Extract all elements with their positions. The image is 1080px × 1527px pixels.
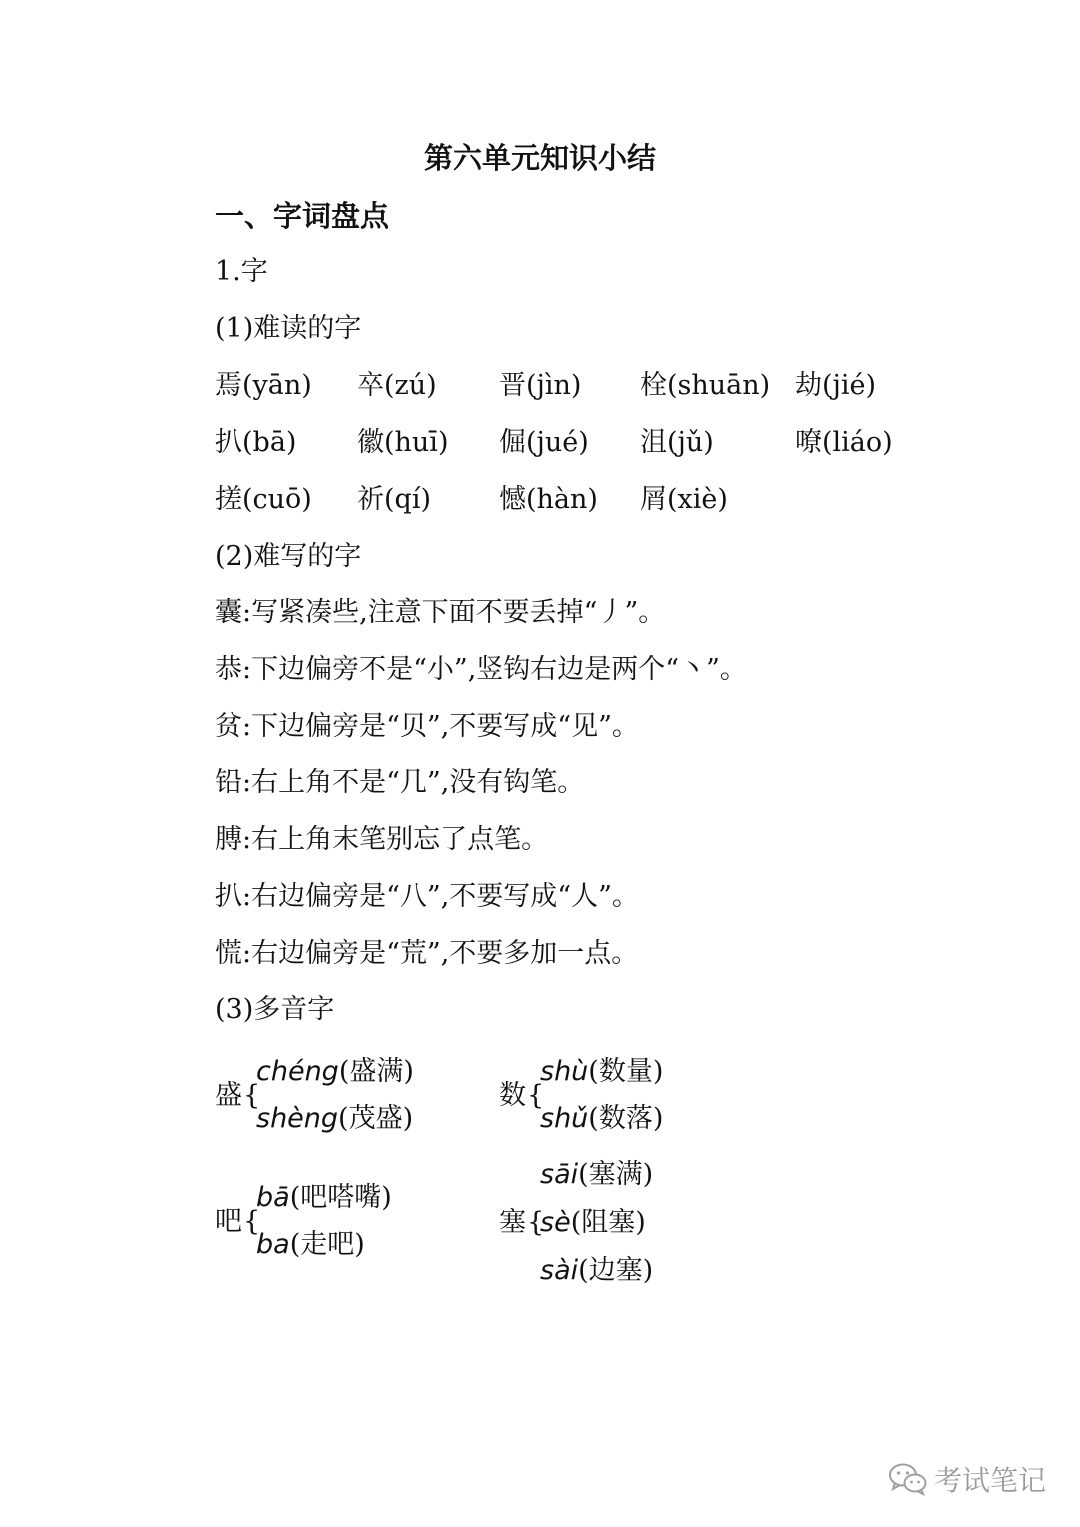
example-word: (茂盛)	[338, 1103, 414, 1134]
pinyin: sài	[540, 1255, 579, 1286]
pinyin: ba	[256, 1229, 290, 1260]
pinyin: sāi	[540, 1159, 579, 1190]
hard-to-read-row	[215, 480, 975, 520]
polyphone-group-sheng	[215, 1052, 475, 1152]
writing-note: 恭:下边偏旁不是“小”,竖钩右边是两个“丶”。	[215, 654, 747, 685]
writing-note: 慌:右边偏旁是“荒”,不要多加一点。	[215, 938, 639, 969]
writing-note: 囊:写紧凑些,注意下面不要丢掉“丿”。	[215, 597, 666, 628]
polyphone-reading	[256, 1099, 413, 1139]
polyphone-reading	[256, 1052, 414, 1092]
pinyin: bā	[256, 1182, 290, 1213]
pinyin: shèng	[256, 1103, 339, 1134]
char-reading: 屑(xiè)	[640, 484, 728, 515]
char-reading: 倔(jué)	[499, 427, 589, 458]
polyphone-char: 盛	[215, 1080, 242, 1111]
char-reading: 劫(jié)	[795, 370, 877, 401]
char-reading: 焉(yān)	[215, 370, 312, 401]
pinyin: shù	[540, 1056, 589, 1087]
brace: {	[527, 1080, 545, 1111]
polyphone-group-ba	[215, 1178, 475, 1278]
subsection-hard-to-write: (2)难写的字	[215, 541, 362, 572]
writing-note: 铅:右上角不是“几”,没有钩笔。	[215, 767, 585, 798]
polyphone-reading	[540, 1251, 653, 1291]
brace: {	[243, 1080, 261, 1111]
watermark-text: 考试笔记	[933, 1464, 1046, 1497]
example-word: (边塞)	[578, 1255, 654, 1286]
polyphone-char: 数	[499, 1080, 526, 1111]
hard-to-read-row	[215, 366, 975, 406]
polyphone-reading	[256, 1225, 365, 1265]
wechat-icon	[888, 1462, 928, 1496]
char-reading: 祈(qí)	[357, 484, 431, 515]
polyphone-reading	[540, 1203, 646, 1243]
char-reading: 憾(hàn)	[499, 484, 598, 515]
polyphone-reading	[256, 1178, 392, 1218]
char-reading: 沮(jǔ)	[640, 427, 714, 458]
brace: {	[243, 1206, 261, 1237]
polyphone-reading	[540, 1155, 653, 1195]
example-word: (塞满)	[578, 1159, 654, 1190]
writing-note: 扒:右边偏旁是“八”,不要写成“人”。	[215, 881, 639, 912]
section-heading: 一、字词盘点	[215, 199, 390, 233]
polyphone-reading	[540, 1099, 663, 1139]
polyphone-reading	[540, 1052, 663, 1092]
char-reading: 搓(cuō)	[215, 484, 312, 515]
char-reading: 卒(zú)	[357, 370, 437, 401]
polyphone-group-sai	[499, 1155, 759, 1295]
example-word: (走吧)	[289, 1229, 365, 1260]
subsection-characters: 1.字	[215, 256, 268, 287]
subsection-hard-to-read: (1)难读的字	[215, 313, 362, 344]
char-reading: 扒(bā)	[215, 427, 297, 458]
char-reading: 晋(jìn)	[499, 370, 582, 401]
char-reading: 徽(huī)	[357, 427, 449, 458]
watermark	[888, 1459, 1046, 1499]
pinyin: chéng	[256, 1056, 339, 1087]
char-reading: 嘹(liáo)	[795, 427, 893, 458]
pinyin: sè	[540, 1207, 571, 1238]
polyphone-char: 塞	[499, 1207, 526, 1238]
example-word: (阻塞)	[570, 1207, 646, 1238]
hard-to-read-row	[215, 423, 975, 463]
char-reading: 栓(shuān)	[640, 370, 771, 401]
example-word: (数落)	[588, 1103, 664, 1134]
writing-note: 贫:下边偏旁是“贝”,不要写成“见”。	[215, 711, 639, 742]
page-title: 第六单元知识小结	[423, 141, 656, 175]
example-word: (盛满)	[338, 1056, 414, 1087]
brace: {	[527, 1207, 545, 1238]
pinyin: shǔ	[540, 1103, 589, 1134]
example-word: (吧嗒嘴)	[289, 1182, 392, 1213]
writing-note: 膊:右上角末笔别忘了点笔。	[215, 824, 549, 855]
polyphone-char: 吧	[215, 1206, 242, 1237]
subsection-polyphones: (3)多音字	[215, 994, 335, 1025]
example-word: (数量)	[588, 1056, 664, 1087]
polyphone-group-shu	[499, 1052, 759, 1152]
